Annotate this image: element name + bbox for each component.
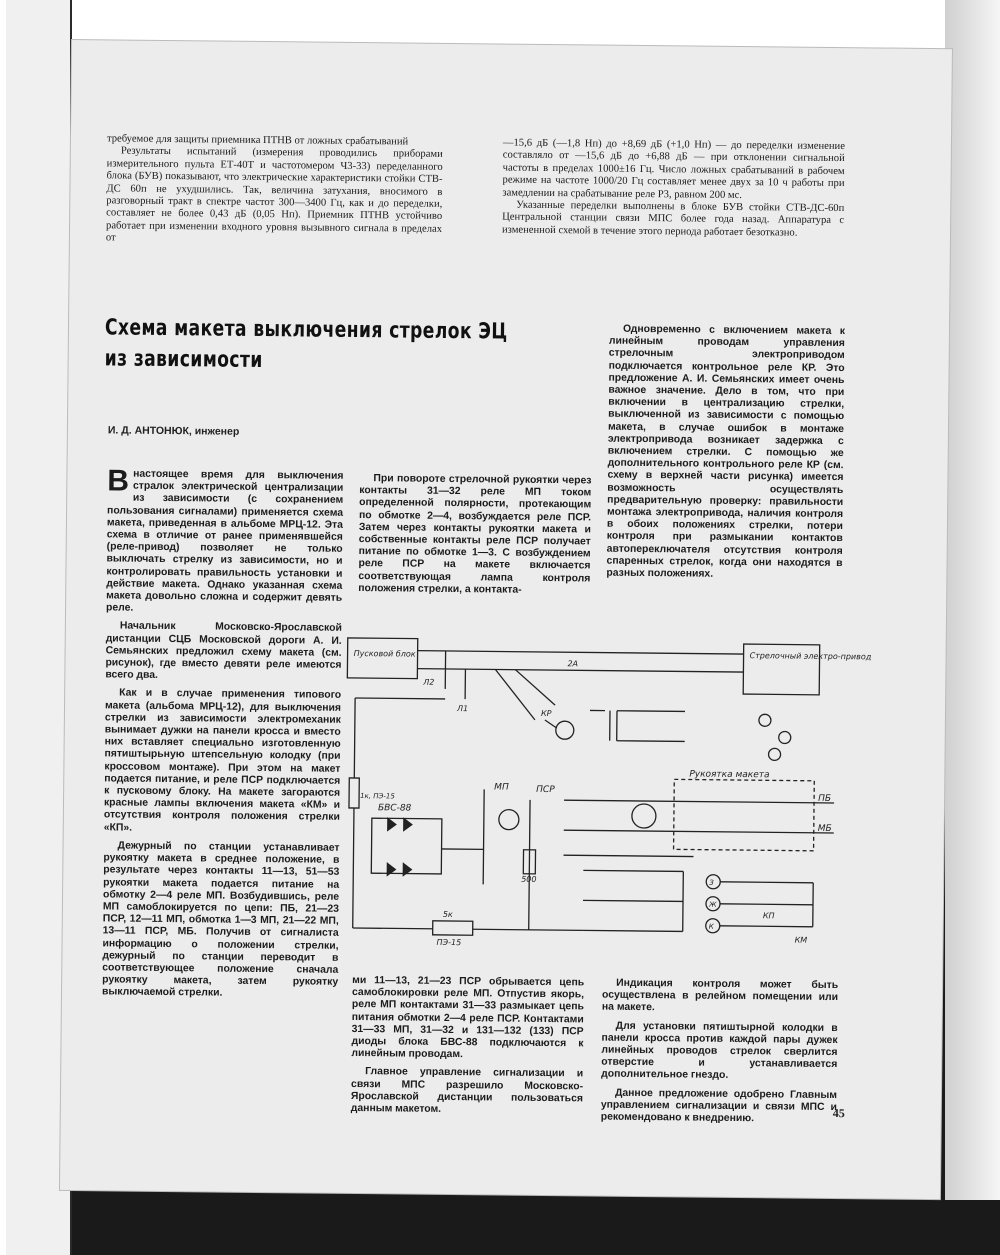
label-resistor-1k: 1к, ПЭ-15 [360,792,395,801]
label-l2: Л2 [423,677,435,687]
label-km: КМ [794,935,808,945]
col3-paragraph-1: Одновременно с включением макета к линейным проводам управления стрелочным электроприводом подключается контрольное реле КР. Это предложение А. И. Семьянских имеет очень важное значение. Дело в том, что при включении в централизацию стрелки, выключенной из зависимости с помощью макета, в случае ошибок в монтаже электропривода возникает задержка с включением стрелки. С помощью же дополнительного контрольного реле КР (см. схему в верхней части рисунка) имеется возможность осуществлять предварительную проверку: правильности монтажа электропривода, наличия контроля в обоих положениях стрелки, потери контроля при размыкании контактов автопереключателя отсутствия контроля спаренных стрелок, когда они находятся в разных положениях. [606,323,846,580]
label-lamp-k: К [708,922,714,931]
article-title-line-2: из зависимости [104,346,263,374]
label-psr: ПСР [536,784,555,796]
col1-paragraph-3: Как и в случае применения типового макета (альбома МРЦ-12), для выключения стрелки из зависимости электромеханик вынимает дужки на панели кросса и вместо них вставляет специально изготовленную пятиштырьную штепсельную колодку (при кроссовом монтаже). При этом на макет подается питание, и реле ПСР подключается к пусковому блоку. На макете загораются красные лампы включения макета «КМ» и отсутствия контроля положения стрелки «КП». [103,687,342,834]
col1-paragraph-2: Начальник Московско-Ярославской дистанции СЦБ Московской дороги А. И. Семьянских предложил схему макета (см. рисунок), где вместо девяти реле имеются всего два. [105,620,342,682]
label-pb: ПБ [818,793,832,804]
top-left-paragraph-2: Результаты испытаний (измерения проводились приборами измерительного пульта ЕТ-40Т и частотомером Ч3-33) переделанного блока (БУВ) показывают, что электрические характеристики стойки СТВ-ДС 60п не ухудшились. Так, величина затухания, вносимого в разговорный тракт в спектре частот 300—3400 Гц, как и до переделки, составляет не более 0,43 дБ (0,05 Нп). Приемник ПТНВ устойчиво работает при изменении входного уровня вызывного сигнала в пределах от [105,145,443,244]
col1-paragraph-1-text: настоящее время для выключения стралок электрической централизации из зависимости (с сохранением пользования сигналами) применяется схема макета, приведенная в альбоме МРЦ-12. Эта схема в отличие от ранее применявшейся (реле-привод) позволяет не только выключать стрелку из зависимости, но и контролировать правильность установки и действие макета. Однако указанная схема макета довольно сложна и содержит девять реле. [105,468,344,614]
col1-paragraph-4: Дежурный по станции устанавливает рукоятку макета в среднее положение, в результате через контакты 11—13, 51—53 рукоятки макета подается питание на обмотку 2—4 реле МП. Возбудившись, реле МП самоблокируется по цепи: ПБ, 21—23 ПСР, 12—11 МП, обмотка 1—3 МП, 21—22 МП, 13—11 ПСР, МБ. Получив от сигналиста информацию о положении стрелки, дежурный по станции переводит в соответствующее положение сначала рукоятку макета, затем рукоятку выключаемой стрелки. [101,840,340,999]
col1-paragraph-1 [105,464,344,617]
page-number: 45 [832,1106,845,1121]
magazine-page [60,40,952,1199]
body-column-2-bottom [351,975,585,1124]
label-500: 500 [521,874,537,884]
label-point-machine: Стрелочный электро-привод [749,651,872,662]
article-title [104,312,508,377]
top-right-paragraph-2: Указанные переделки выполнены в блоке БУВ стойки СТВ-ДС-60п Центральной станции связи МПС более года назад. Аппаратура с измененной схемой в течение этого периода работает безотказно. [501,199,845,239]
top-left-paragraph-1: требуемое для защиты приемника ПТНВ от ложных срабатываний [106,133,409,148]
body-column-1 [101,464,344,1007]
body-column-3-bottom [601,978,839,1133]
label-resistor-pe15: ПЭ-15 [436,937,462,948]
label-kr: КР [540,708,552,719]
label-mp: МП [494,782,509,793]
scan-margin-right [945,0,1000,1200]
label-lamp-zh: Ж [708,900,717,909]
label-resistor-5k: 5к [442,909,453,920]
circuit-diagram [342,638,872,973]
article-title-line-1: Схема макета выключения стрелок ЭЦ [104,315,508,345]
body-column-3-top [606,324,845,589]
top-right-paragraph-1: —15,6 дБ (—1,8 Нп) до +8,69 дБ (+1,0 Нп) — до переделки изменение составляло от —15,6 дБ до +6,88 дБ — при отклонении сигнальной частоты в пределах 1000±16 Гц. Число ложных срабатываний в рабочем режиме на частоте 1000/20 Гц составляет менее двух за 10 ч работы при замедлении на срабатывание реле Р3, равном 200 мс. [502,137,845,201]
col3-paragraph-3: Для установки пятиштырной колодки в панели кросса против каждой пары дужек линейных проводов стрелок сверлится отверстие и устанавливается дополнительное гнездо. [601,1020,838,1082]
label-start-block: Пусковой блок [353,648,416,659]
label-bvs: БВС-88 [377,803,412,814]
label-handle: Рукоятка макета [689,769,770,781]
col3-paragraph-4: Данное предложение одобрено Главным управлением сигнализации и связи МПС и рекомендовано к внедрению. [600,1087,838,1125]
top-right-column [502,138,845,241]
top-left-column [106,133,443,248]
col2-paragraph-2: ми 11—13, 21—23 ПСР обрывается цепь самоблокировки реле МП. Отпустив якорь, реле МП контактами 31—33 размыкает цепь питания обмотки 2—4 реле ПСР. Контактами 31—33 МП, 31—32 и 131—132 (133) ПСР диоды блока БВС-88 подключаются к линейным проводам. [351,974,585,1061]
body-column-2-top [358,473,591,603]
label-mb: МБ [817,823,832,834]
col3-paragraph-2: Индикация контроля может быть осуществлена в релейном помещении или на макете. [601,977,839,1014]
col2-paragraph-3: Главное управление сигнализации и связи МПС разрешило Московско-Ярославской дистанции пользоваться данным макетом. [350,1066,584,1115]
article-author: И. Д. АНТОНЮК, инженер [107,424,240,438]
label-lamp-z: З [709,878,714,887]
label-2a: 2А [567,659,579,669]
col2-paragraph-1: При повороте стрелочной рукоятки через контакты 31—32 реле МП током определенной полярности, протекающим по обмотке 2—4, возбуждается реле ПСР. Затем через контакты рукоятки макета и собственные контакты реле ПСР получает питание по обмотке 1—3. С возбуждением реле ПСР на макете включается соответствующая лампа контроля положения стрелки, а контакта- [358,473,592,596]
drop-cap: В [107,464,130,498]
label-kp: КП [762,911,775,921]
label-l1: Л1 [456,704,469,714]
